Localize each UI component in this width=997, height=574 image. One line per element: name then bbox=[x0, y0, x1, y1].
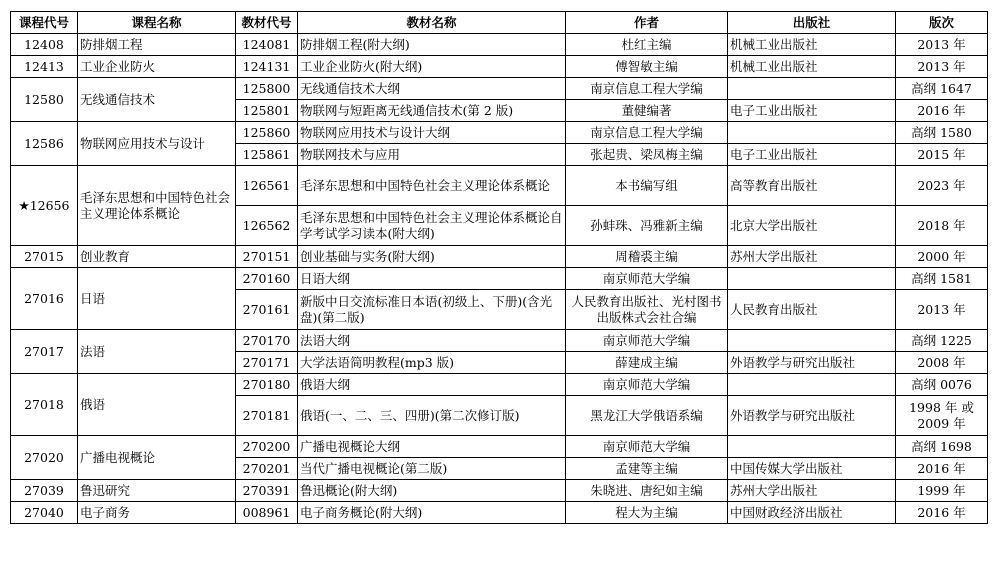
book-author: 张起贵、梁凤梅主编 bbox=[566, 144, 728, 166]
table-row bbox=[11, 502, 988, 524]
course-name: 鲁迅研究 bbox=[78, 480, 236, 502]
course-code: 27039 bbox=[11, 480, 78, 502]
course-name: 法语 bbox=[78, 330, 236, 374]
book-author: 黑龙江大学俄语系编 bbox=[566, 396, 728, 436]
book-publisher: 电子工业出版社 bbox=[728, 100, 896, 122]
book-publisher: 中国传媒大学出版社 bbox=[728, 458, 896, 480]
book-code: 270171 bbox=[236, 352, 298, 374]
book-author: 南京信息工程大学编 bbox=[566, 78, 728, 100]
book-title: 防排烟工程(附大纲) bbox=[298, 34, 566, 56]
book-edition: 2016 年 bbox=[896, 502, 988, 524]
table-row bbox=[11, 268, 988, 290]
book-edition: 2023 年 bbox=[896, 166, 988, 206]
book-publisher: 机械工业出版社 bbox=[728, 56, 896, 78]
book-author: 程大为主编 bbox=[566, 502, 728, 524]
book-edition: 高纲 0076 bbox=[896, 374, 988, 396]
course-name: 电子商务 bbox=[78, 502, 236, 524]
book-code: 270201 bbox=[236, 458, 298, 480]
book-publisher: 中国财政经济出版社 bbox=[728, 502, 896, 524]
header-edition: 版次 bbox=[896, 12, 988, 34]
book-edition: 2015 年 bbox=[896, 144, 988, 166]
book-title: 无线通信技术大纲 bbox=[298, 78, 566, 100]
book-title: 广播电视概论大纲 bbox=[298, 436, 566, 458]
book-edition: 高纲 1581 bbox=[896, 268, 988, 290]
book-publisher: 北京大学出版社 bbox=[728, 206, 896, 246]
header-book-code: 教材代号 bbox=[236, 12, 298, 34]
course-code: 12413 bbox=[11, 56, 78, 78]
book-title: 电子商务概论(附大纲) bbox=[298, 502, 566, 524]
book-author: 本书编写组 bbox=[566, 166, 728, 206]
course-code: 27016 bbox=[11, 268, 78, 330]
course-code: 12408 bbox=[11, 34, 78, 56]
book-author: 周稽裘主编 bbox=[566, 246, 728, 268]
book-publisher: 高等教育出版社 bbox=[728, 166, 896, 206]
book-publisher: 苏州大学出版社 bbox=[728, 480, 896, 502]
book-publisher: 外语教学与研究出版社 bbox=[728, 396, 896, 436]
book-code: 270180 bbox=[236, 374, 298, 396]
book-publisher bbox=[728, 436, 896, 458]
book-edition: 高纲 1698 bbox=[896, 436, 988, 458]
book-code: 125860 bbox=[236, 122, 298, 144]
book-code: 125800 bbox=[236, 78, 298, 100]
book-title: 当代广播电视概论(第二版) bbox=[298, 458, 566, 480]
textbook-table bbox=[10, 11, 988, 524]
book-code: 270160 bbox=[236, 268, 298, 290]
book-author: 南京信息工程大学编 bbox=[566, 122, 728, 144]
course-code: 27017 bbox=[11, 330, 78, 374]
book-edition: 2013 年 bbox=[896, 34, 988, 56]
book-title: 俄语(一、二、三、四册)(第二次修订版) bbox=[298, 396, 566, 436]
book-edition: 2008 年 bbox=[896, 352, 988, 374]
book-code: 124081 bbox=[236, 34, 298, 56]
book-code: 270391 bbox=[236, 480, 298, 502]
book-author: 南京师范大学编 bbox=[566, 436, 728, 458]
book-edition: 2018 年 bbox=[896, 206, 988, 246]
course-code: 27018 bbox=[11, 374, 78, 436]
book-edition: 2000 年 bbox=[896, 246, 988, 268]
course-name: 无线通信技术 bbox=[78, 78, 236, 122]
course-code: 12580 bbox=[11, 78, 78, 122]
course-name: 毛泽东思想和中国特色社会主义理论体系概论 bbox=[78, 166, 236, 246]
book-author: 南京师范大学编 bbox=[566, 330, 728, 352]
course-name: 物联网应用技术与设计 bbox=[78, 122, 236, 166]
course-code: 27015 bbox=[11, 246, 78, 268]
book-edition: 高纲 1580 bbox=[896, 122, 988, 144]
book-publisher: 苏州大学出版社 bbox=[728, 246, 896, 268]
course-code: ★12656 bbox=[11, 166, 78, 246]
course-name: 创业教育 bbox=[78, 246, 236, 268]
table-row bbox=[11, 436, 988, 458]
table-row bbox=[11, 166, 988, 206]
book-title: 物联网应用技术与设计大纲 bbox=[298, 122, 566, 144]
course-name: 广播电视概论 bbox=[78, 436, 236, 480]
book-publisher bbox=[728, 330, 896, 352]
table-row bbox=[11, 246, 988, 268]
book-title: 毛泽东思想和中国特色社会主义理论体系概论 bbox=[298, 166, 566, 206]
book-title: 日语大纲 bbox=[298, 268, 566, 290]
book-author: 孟建等主编 bbox=[566, 458, 728, 480]
book-title: 法语大纲 bbox=[298, 330, 566, 352]
course-code: 27040 bbox=[11, 502, 78, 524]
book-code: 270151 bbox=[236, 246, 298, 268]
book-code: 270181 bbox=[236, 396, 298, 436]
course-name: 防排烟工程 bbox=[78, 34, 236, 56]
book-edition: 2013 年 bbox=[896, 56, 988, 78]
header-author: 作者 bbox=[566, 12, 728, 34]
book-author: 南京师范大学编 bbox=[566, 268, 728, 290]
book-edition: 2016 年 bbox=[896, 458, 988, 480]
book-publisher: 外语教学与研究出版社 bbox=[728, 352, 896, 374]
book-publisher: 人民教育出版社 bbox=[728, 290, 896, 330]
book-publisher bbox=[728, 122, 896, 144]
book-edition: 2016 年 bbox=[896, 100, 988, 122]
book-code: 124131 bbox=[236, 56, 298, 78]
book-author: 南京师范大学编 bbox=[566, 374, 728, 396]
header-course-name: 课程名称 bbox=[78, 12, 236, 34]
book-code: 126561 bbox=[236, 166, 298, 206]
book-edition: 1998 年 或 2009 年 bbox=[896, 396, 988, 436]
table-row bbox=[11, 56, 988, 78]
book-author: 人民教育出版社、光村图书出版株式会社合编 bbox=[566, 290, 728, 330]
book-code: 008961 bbox=[236, 502, 298, 524]
book-publisher bbox=[728, 268, 896, 290]
course-name: 日语 bbox=[78, 268, 236, 330]
book-edition: 高纲 1225 bbox=[896, 330, 988, 352]
book-author: 薛建成主编 bbox=[566, 352, 728, 374]
book-author: 董健编著 bbox=[566, 100, 728, 122]
book-title: 鲁迅概论(附大纲) bbox=[298, 480, 566, 502]
table-row bbox=[11, 122, 988, 144]
book-publisher: 电子工业出版社 bbox=[728, 144, 896, 166]
book-author: 朱晓进、唐纪如主编 bbox=[566, 480, 728, 502]
book-code: 125861 bbox=[236, 144, 298, 166]
table-row bbox=[11, 480, 988, 502]
book-code: 270200 bbox=[236, 436, 298, 458]
textbook-table-container bbox=[10, 11, 988, 524]
book-publisher: 机械工业出版社 bbox=[728, 34, 896, 56]
book-author: 杜红主编 bbox=[566, 34, 728, 56]
book-publisher bbox=[728, 374, 896, 396]
book-edition: 2013 年 bbox=[896, 290, 988, 330]
header-course-code: 课程代号 bbox=[11, 12, 78, 34]
book-title: 创业基础与实务(附大纲) bbox=[298, 246, 566, 268]
book-title: 工业企业防火(附大纲) bbox=[298, 56, 566, 78]
header-row bbox=[11, 12, 988, 34]
table-row bbox=[11, 34, 988, 56]
book-publisher bbox=[728, 78, 896, 100]
course-name: 俄语 bbox=[78, 374, 236, 436]
course-code: 12586 bbox=[11, 122, 78, 166]
header-publisher: 出版社 bbox=[728, 12, 896, 34]
book-title: 大学法语简明教程(mp3 版) bbox=[298, 352, 566, 374]
header-book-title: 教材名称 bbox=[298, 12, 566, 34]
table-row bbox=[11, 78, 988, 100]
book-author: 傅智敏主编 bbox=[566, 56, 728, 78]
book-code: 126562 bbox=[236, 206, 298, 246]
book-code: 270170 bbox=[236, 330, 298, 352]
book-title: 物联网与短距离无线通信技术(第 2 版) bbox=[298, 100, 566, 122]
book-title: 新版中日交流标准日本语(初级上、下册)(含光盘)(第二版) bbox=[298, 290, 566, 330]
table-row bbox=[11, 330, 988, 352]
book-title: 毛泽东思想和中国特色社会主义理论体系概论自学考试学习读本(附大纲) bbox=[298, 206, 566, 246]
course-code: 27020 bbox=[11, 436, 78, 480]
book-edition: 1999 年 bbox=[896, 480, 988, 502]
book-code: 270161 bbox=[236, 290, 298, 330]
book-author: 孙蚌珠、冯雅新主编 bbox=[566, 206, 728, 246]
book-code: 125801 bbox=[236, 100, 298, 122]
book-title: 物联网技术与应用 bbox=[298, 144, 566, 166]
course-name: 工业企业防火 bbox=[78, 56, 236, 78]
book-edition: 高纲 1647 bbox=[896, 78, 988, 100]
book-title: 俄语大纲 bbox=[298, 374, 566, 396]
table-row bbox=[11, 374, 988, 396]
